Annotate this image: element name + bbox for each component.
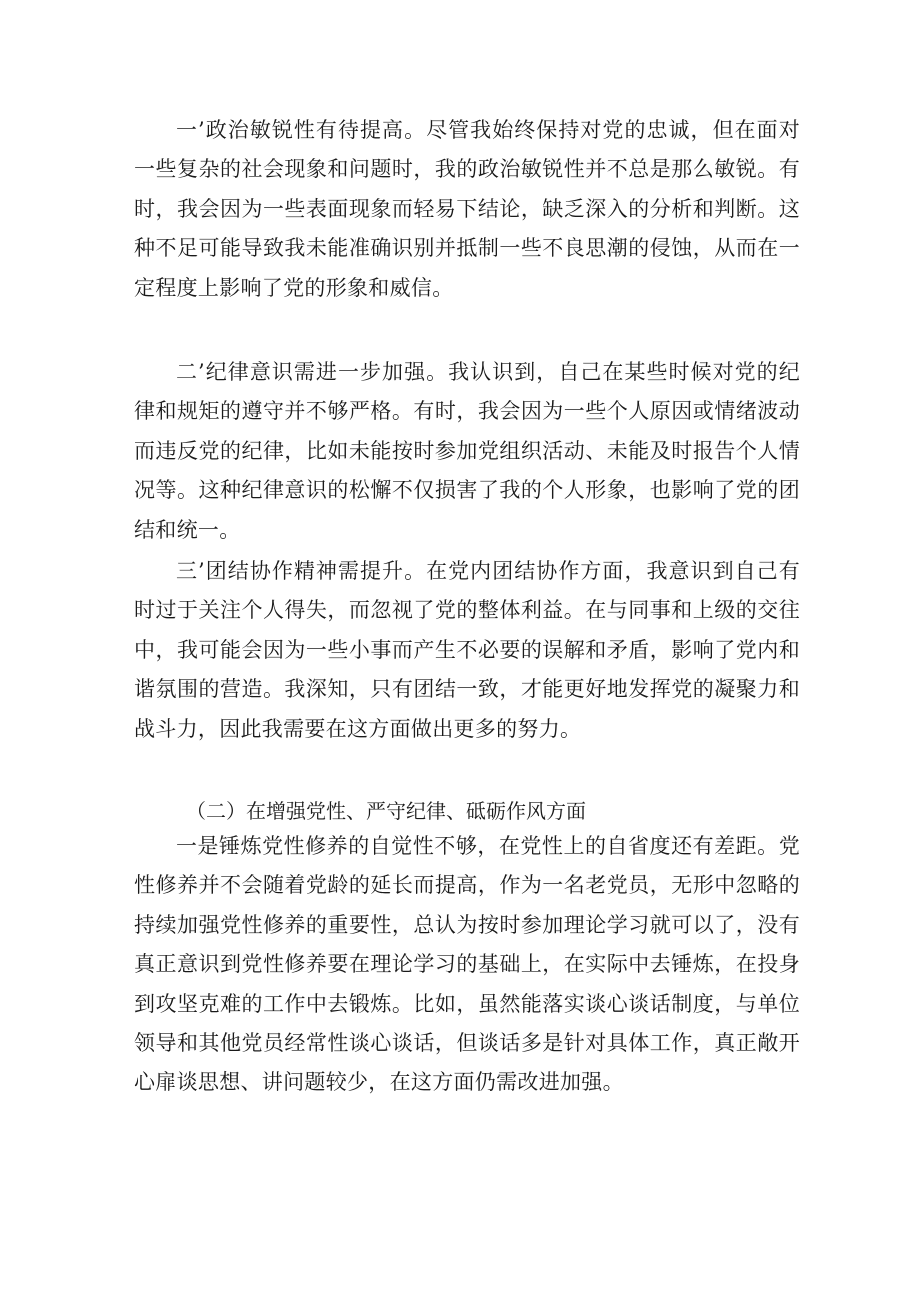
paragraph-discipline-awareness: 二’纪律意识需进一步加强。我认识到，自己在某些时候对党的纪律和规矩的遵守并不够严格。有时，我会因为一些个人原因或情绪波动而违反党的纪律，比如未能按时参加党组织活动、未能及时报告个人情况等。这种纪律意识的松懈不仅损害了我的个人形象，也影响了党的团结和统一。	[134, 360, 800, 542]
paragraph-teamwork-spirit: 三’团结协作精神需提升。在党内团结协作方面，我意识到自己有时过于关注个人得失，而忽视了党的整体利益。在与同事和上级的交往中，我可能会因为一些小事而产生不必要的误解和矛盾，影响了党内和谐氛围的营造。我深知，只有团结一致，才能更好地发挥党的凝聚力和战斗力，因此我需要在这方面做出更多的努力。	[134, 559, 800, 741]
paragraph-party-cultivation: 一是锤炼党性修养的自觉性不够，在党性上的自省度还有差距。党性修养并不会随着党龄的延长而提高，作为一名老党员，无形中忽略的持续加强党性修养的重要性，总认为按时参加理论学习就可以了，没有真正意识到党性修养要在理论学习的基础上，在实际中去锤炼，在投身到攻坚克难的工作中去锻炼。比如，虽然能落实谈心谈话制度，与单位领导和其他党员经常性谈心谈话，但谈话多是针对具体工作，真正敞开心扉谈思想、讲问题较少，在这方面仍需改进加强。	[134, 834, 800, 1095]
section-heading: （二）在增强党性、严守纪律、砥砺作风方面	[186, 799, 586, 823]
paragraph-political-sensitivity: 一’政治敏锐性有待提高。尽管我始终保持对党的忠诚，但在面对一些复杂的社会现象和问题时，我的政治敏锐性并不总是那么敏锐。有时，我会因为一些表面现象而轻易下结论，缺乏深入的分析和判断。这种不足可能导致我未能准确识别并抵制一些不良思潮的侵蚀，从而在一定程度上影响了党的形象和威信。	[134, 118, 800, 300]
